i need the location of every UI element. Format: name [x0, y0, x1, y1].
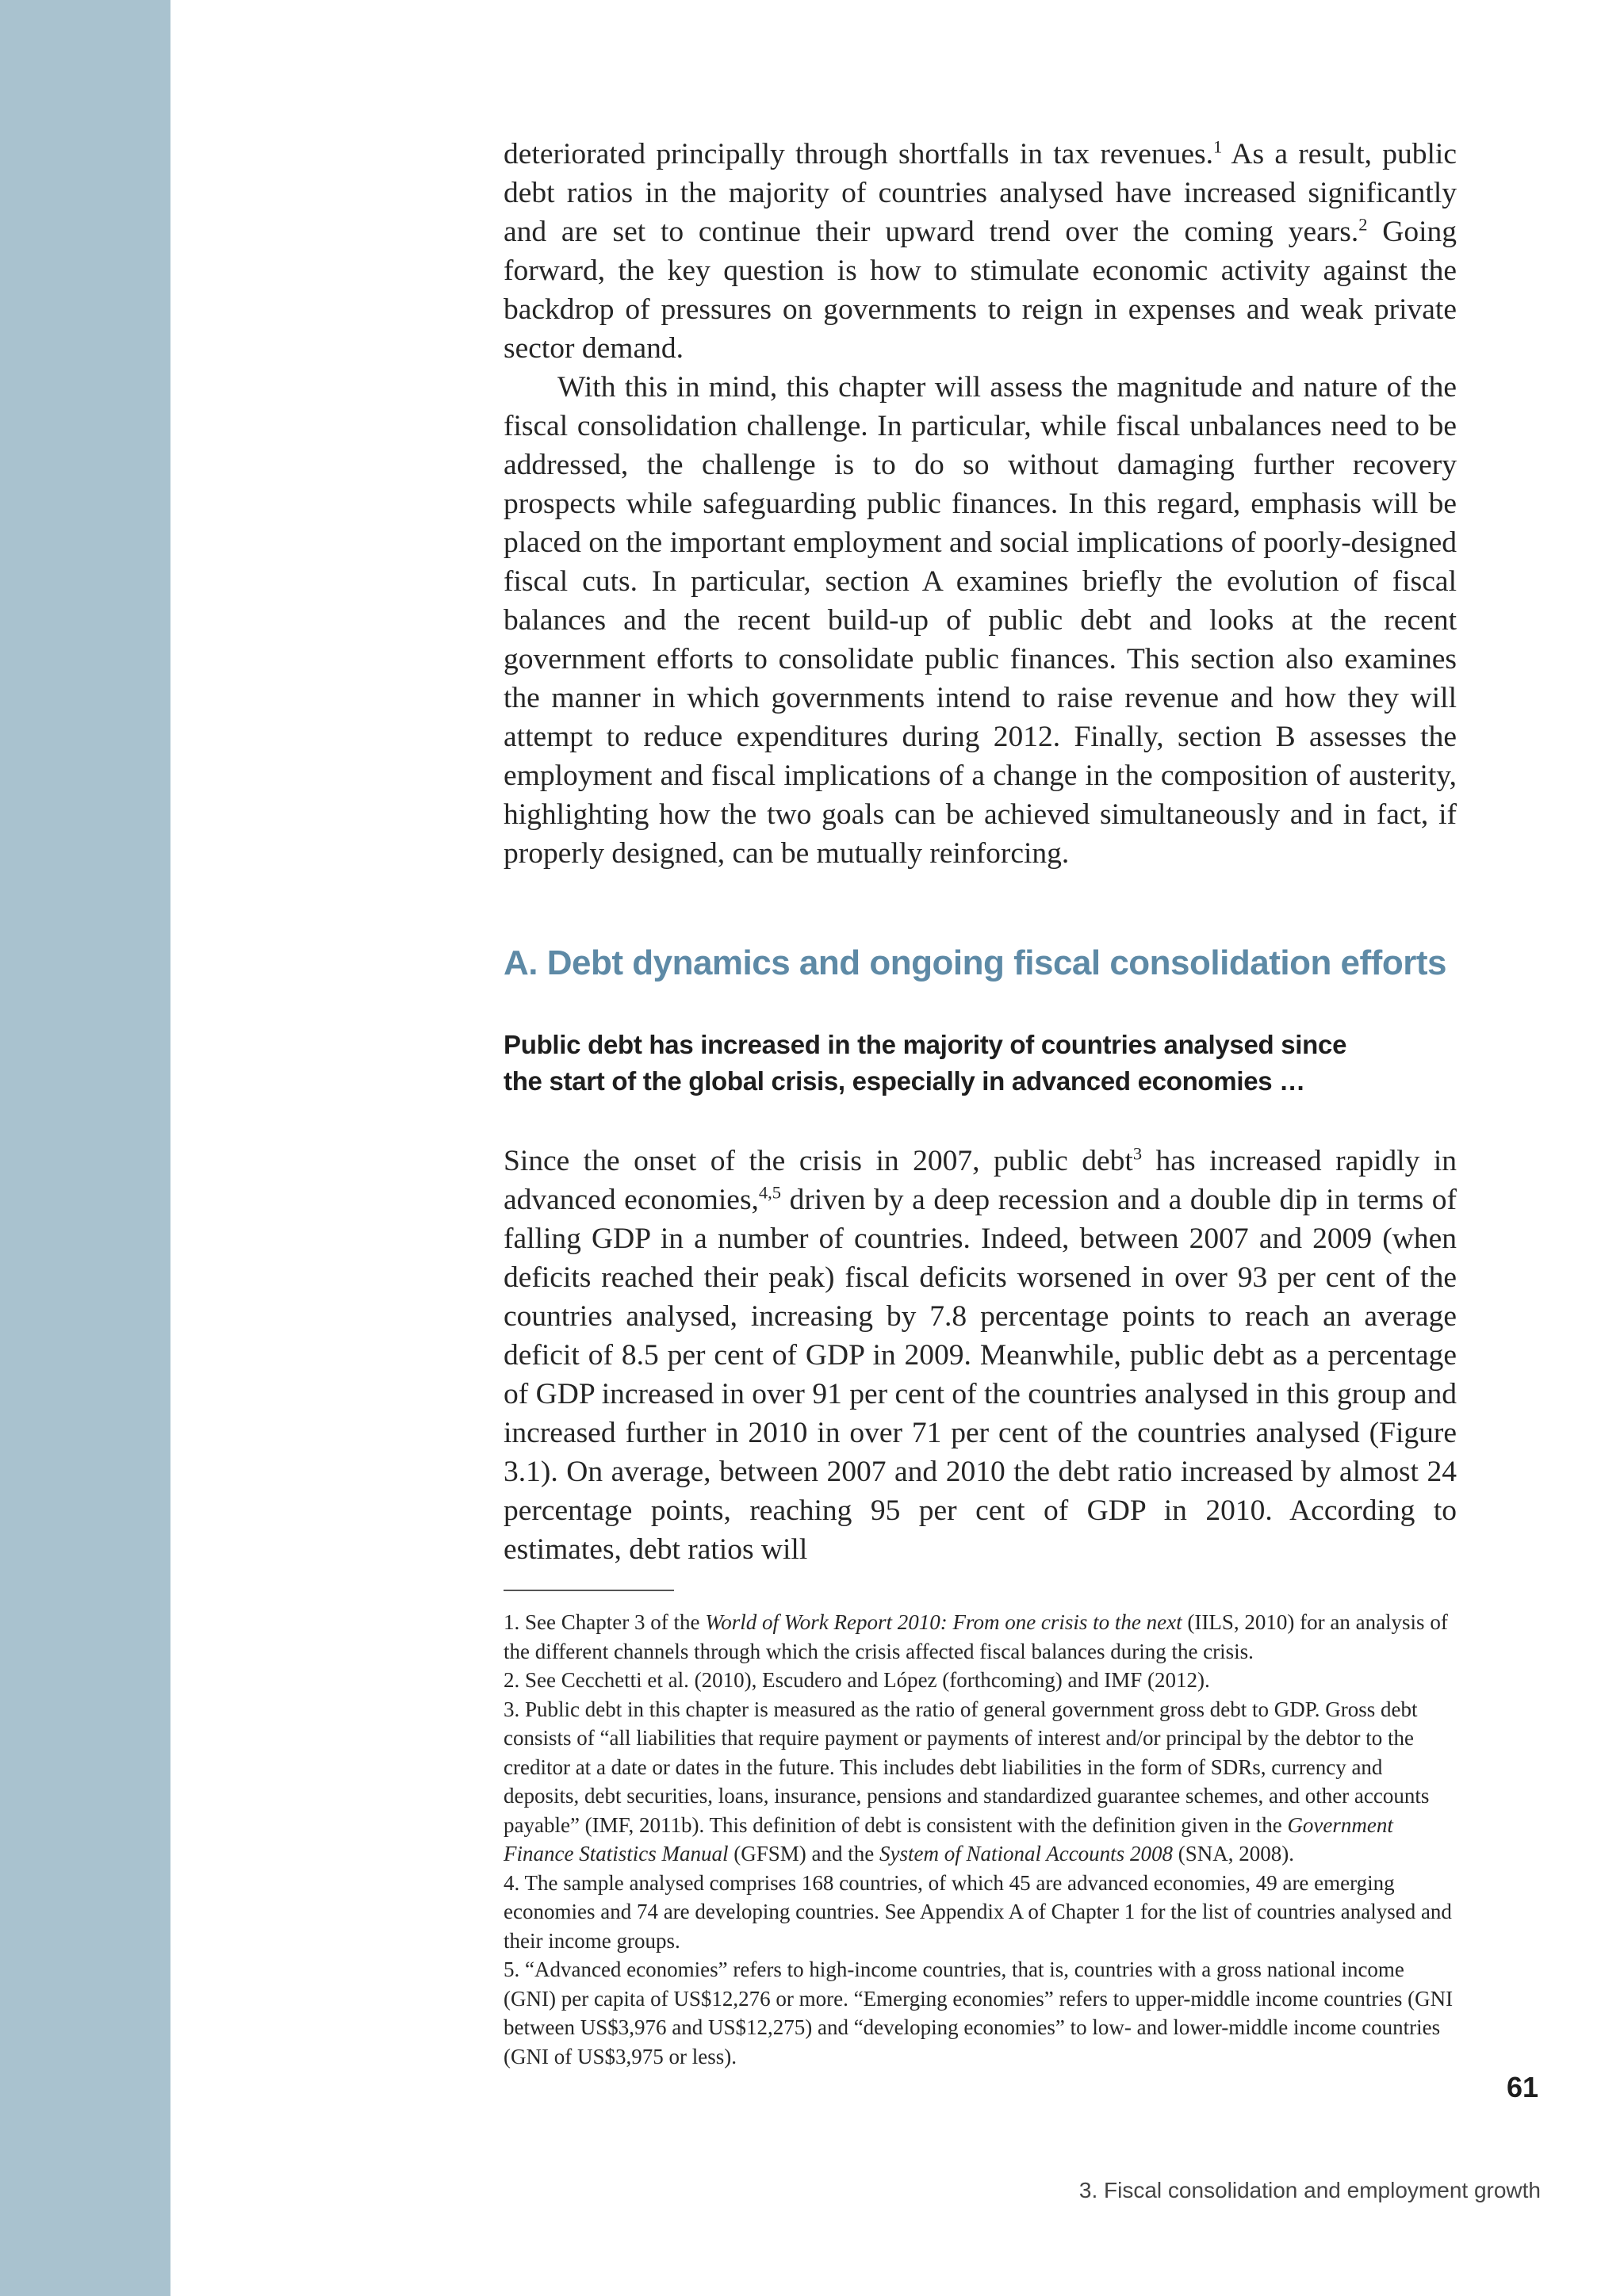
- footnote-ref-3[interactable]: 3: [1132, 1143, 1143, 1164]
- footnote-3: 3. Public debt in this chapter is measured as the ratio of general government gross debt to GDP. Gross debt consists of “all liabilities that require payment or payments of interest and/or principal by the debtor to the creditor at a date or dates in the future. This includes debt liabilities in the form of SDRs, currency and deposits, debt securities, loans, insurance, pensions and standardized guarantee schemes, and other accounts payable” (IMF, 2011b). This definition of debt is consistent with the definition given in the Government Finance Statistics Manual (GFSM) and the System of National Accounts 2008 (SNA, 2008).: [504, 1697, 1430, 1866]
- page-number: 61: [1506, 2071, 1538, 2103]
- footnote-divider: [504, 1590, 674, 1591]
- section-subheading: Public debt has increased in the majority of countries analysed since the start of the global crisis, especially in advanced economies …: [504, 1030, 1347, 1096]
- footnote-2: 2. See Cecchetti et al. (2010), Escudero and López (forthcoming) and IMF (2012).: [504, 1668, 1210, 1692]
- intro-paragraph-1: deteriorated principally through shortfalls in tax revenues.$^1$ As a result, public debt ratios in the majority of countries analysed have increased significantly and are set to continue their upward trend over the coming years.$^2$ Going forward, the key question is how to stimulate economic activity against the backdrop of pressures on governments to reign in expenses and weak private sector demand.: [504, 136, 1457, 365]
- section-body-text: [504, 1142, 1457, 1569]
- footnote-1: 1. See Chapter 3 of the World of Work Report 2010: From one crisis to the next (IILS, 2010) for an analysis of the different channels through which the crisis affected fiscal balances during the crisis.: [504, 1610, 1448, 1663]
- section-paragraph-1: Since the onset of the crisis in 2007, public debt$^3$ has increased rapidly in advanced economies,$^{4,5}$ driven by a deep recession and a double dip in terms of falling GDP in a number of countries. Indeed, between 2007 and 2009 (when deficits reached their peak) fiscal deficits worsened in over 93 per cent of the countries analysed, increasing by 7.8 percentage points to reach an average deficit of 8.5 per cent of GDP in 2009. Meanwhile, public debt as a percentage of GDP increased in over 91 per cent of the countries analysed in this group and increased further in 2010 in over 71 per cent of the countries analysed (Figure 3.1). On average, between 2007 and 2010 the debt ratio increased by almost 24 percentage points, reaching 95 per cent of GDP in 2010. According to estimates, debt ratios will: [504, 1143, 1457, 1566]
- footnote-ref-2[interactable]: 2: [1358, 214, 1368, 235]
- section-heading: A. Debt dynamics and ongoing fiscal consolidation efforts: [504, 943, 1446, 982]
- footnote-4: 4. The sample analysed comprises 168 countries, of which 45 are advanced economies, 49 are emerging economies and 74 are developing countries. See Appendix A of Chapter 1 for the list of countries analysed and their income groups.: [504, 1870, 1452, 1953]
- footnotes: [504, 1608, 1457, 2071]
- intro-text: [504, 135, 1457, 873]
- intro-paragraph-2: With this in mind, this chapter will assess the magnitude and nature of the fiscal consolidation challenge. In particular, while fiscal unbalances need to be addressed, the challenge is to do so without damaging further recovery prospects while safeguarding public finances. In this regard, emphasis will be placed on the important employment and social implications of poorly-designed fiscal cuts. In particular, section A examines briefly the evolution of fiscal balances and the recent build-up of public debt and looks at the recent government efforts to consolidate public finances. This section also examines the manner in which governments intend to raise revenue and how they will attempt to reduce expenditures during 2012. Finally, section B assesses the employment and fiscal implications of a change in the composition of austerity, highlighting how the two goals can be achieved simultaneously and in fact, if properly designed, can be mutually reinforcing.: [504, 371, 1457, 870]
- footnote-ref-1[interactable]: 1: [1212, 136, 1223, 157]
- footnote-5: 5. “Advanced economies” refers to high-income countries, that is, countries with a gross national income (GNI) per capita of US$12,276 or more. “Emerging economies” refers to upper-middle income countries (GNI between US$3,976 and US$12,275) and “developing economies” to low- and lower-middle income countries (GNI of US$3,975 or less).: [504, 1957, 1454, 2068]
- footnote-ref-4-5[interactable]: 4,5: [758, 1182, 782, 1203]
- running-footer: 3. Fiscal consolidation and employment growth: [1078, 2178, 1541, 2202]
- side-color-band: [0, 0, 170, 2296]
